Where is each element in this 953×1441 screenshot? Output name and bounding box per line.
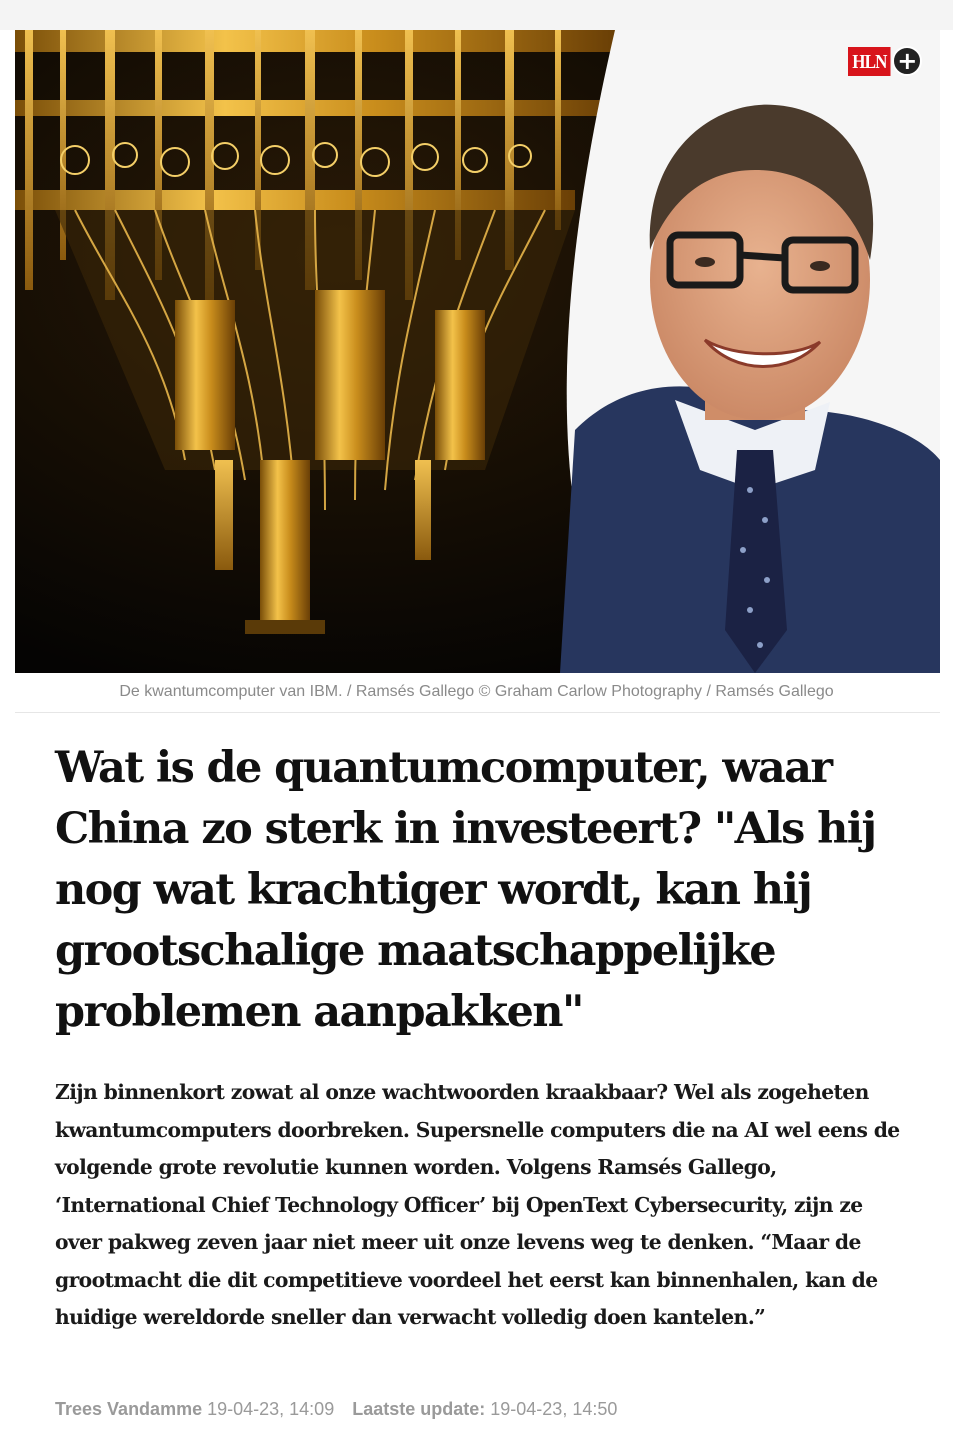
- update-label: Laatste update:: [352, 1399, 486, 1419]
- image-caption: De kwantumcomputer van IBM. / Ramsés Gallego © Graham Carlow Photography / Ramsés Gallego: [119, 683, 834, 700]
- hln-plus-badge: [848, 44, 922, 78]
- author-name[interactable]: Trees Vandamme: [55, 1399, 203, 1419]
- published-date: 19-04-23, 14:09: [207, 1399, 335, 1419]
- portrait-photo: [560, 30, 940, 673]
- article-lead: Zijn binnenkort zowat al onze wachtwoorden kraakbaar? Wel als zogeheten kwantumcomputers doorbreken. Supersnelle computers die na AI wel eens de volgende grote revolutie kunnen worden. Volgens Ramsés Gallego, ‘International Chief Technology Officer’ bij OpenText Cybersecurity, zijn ze over pakweg zeven jaar niet meer uit onze levens weg te denken. “Maar de grootmacht die dit competitieve voordeel het eerst kan binnenhalen, kan de huidige wereldorde sneller dan verwacht volledig doen kantelen.”: [55, 1080, 900, 1329]
- top-strip: [0, 0, 953, 30]
- article-meta: [55, 1399, 617, 1420]
- updated-date: 19-04-23, 14:50: [490, 1399, 618, 1419]
- hln-logo: HLN: [848, 47, 891, 76]
- article-headline: Wat is de quantumcomputer, waar China zo sterk in investeert? "Als hij nog wat krachtiger wordt, kan hij grootschalige maatschappelijke problemen aanpakken": [55, 743, 876, 1037]
- hero-image[interactable]: [15, 30, 940, 673]
- divider: [15, 712, 940, 713]
- plus-icon: +: [892, 46, 922, 76]
